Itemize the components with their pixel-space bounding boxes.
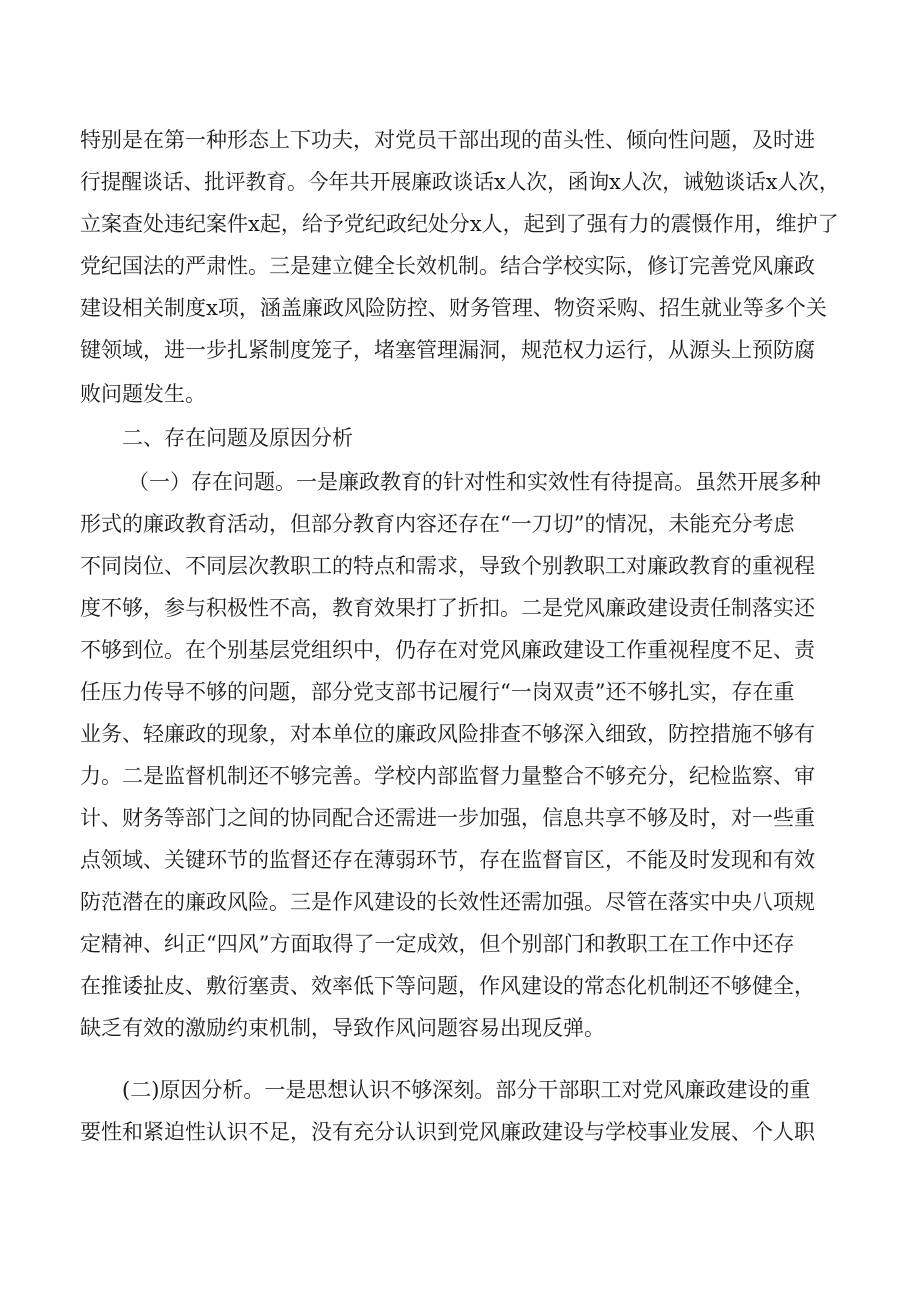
body-text-line: 不同岗位、不同层次教职工的特点和需求，导致个别教职工对廉政教育的重视程 bbox=[80, 554, 815, 578]
body-text-line: 在推诿扯皮、敷衍塞责、效率低下等问题，作风建设的常态化机制还不够健全， bbox=[80, 974, 815, 998]
body-text-line: 党纪国法的严肃性。三是建立健全长效机制。结合学校实际，修订完善党风廉政 bbox=[80, 254, 815, 278]
body-text-line: 要性和紧迫性认识不足，没有充分认识到党风廉政建设与学校事业发展、个人职 bbox=[80, 1120, 815, 1144]
body-text-line: 键领域，进一步扎紧制度笼子，堵塞管理漏洞，规范权力运行，从源头上预防腐 bbox=[80, 338, 815, 362]
body-text-line: 计、财务等部门之间的协同配合还需进一步加强，信息共享不够及时，对一些重 bbox=[80, 806, 815, 830]
body-text-line: 力。二是监督机制还不够完善。学校内部监督力量整合不够充分，纪检监察、审 bbox=[80, 764, 815, 788]
body-text-line: 行提醒谈话、批评教育。今年共开展廉政谈话x人次，函询x人次，诫勉谈话x人次， bbox=[80, 170, 840, 194]
body-text-line: 不够到位。在个别基层党组织中，仍存在对党风廉政建设工作重视程度不足、责 bbox=[80, 638, 815, 662]
body-text-line: 立案查处违纪案件x起，给予党纪政纪处分x人，起到了强有力的震慑作用，维护了 bbox=[80, 212, 839, 236]
body-text-line: 缺乏有效的激励约束机制，导致作风问题容易出现反弹。 bbox=[80, 1016, 605, 1040]
body-text-line: 形式的廉政教育活动，但部分教育内容还存在“一刀切”的情况，未能充分考虑 bbox=[80, 512, 795, 536]
body-text-line: 业务、轻廉政的现象，对本单位的廉政风险排查不够深入细致，防控措施不够有 bbox=[80, 722, 815, 746]
body-text-line: 败问题发生。 bbox=[80, 382, 206, 406]
body-text-line: 建设相关制度x项，涵盖廉政风险防控、财务管理、物资采购、招生就业等多个关 bbox=[80, 296, 827, 320]
body-text-line: 任压力传导不够的问题，部分党支部书记履行“一岗双责”还不够扎实，存在重 bbox=[80, 680, 795, 704]
body-text-line: (二)原因分析。一是思想认识不够深刻。部分干部职工对党风廉政建设的重 bbox=[122, 1078, 811, 1102]
body-text-line: 防范潜在的廉政风险。三是作风建设的长效性还需加强。尽管在落实中央八项规 bbox=[80, 890, 815, 914]
body-text-line: 度不够，参与积极性不高，教育效果打了折扣。二是党风廉政建设责任制落实还 bbox=[80, 596, 815, 620]
section-heading: 二、存在问题及原因分析 bbox=[122, 426, 353, 450]
body-text-line: 定精神、纠正“四风”方面取得了一定成效，但个别部门和教职工在工作中还存 bbox=[80, 932, 795, 956]
body-text-line: 点领域、关键环节的监督还存在薄弱环节，存在监督盲区，不能及时发现和有效 bbox=[80, 848, 815, 872]
body-text-line: （一）存在问题。一是廉政教育的针对性和实效性有待提高。虽然开展多种 bbox=[128, 470, 821, 494]
body-text-line: 特别是在第一种形态上下功夫，对党员干部出现的苗头性、倾向性问题，及时进 bbox=[80, 128, 815, 152]
